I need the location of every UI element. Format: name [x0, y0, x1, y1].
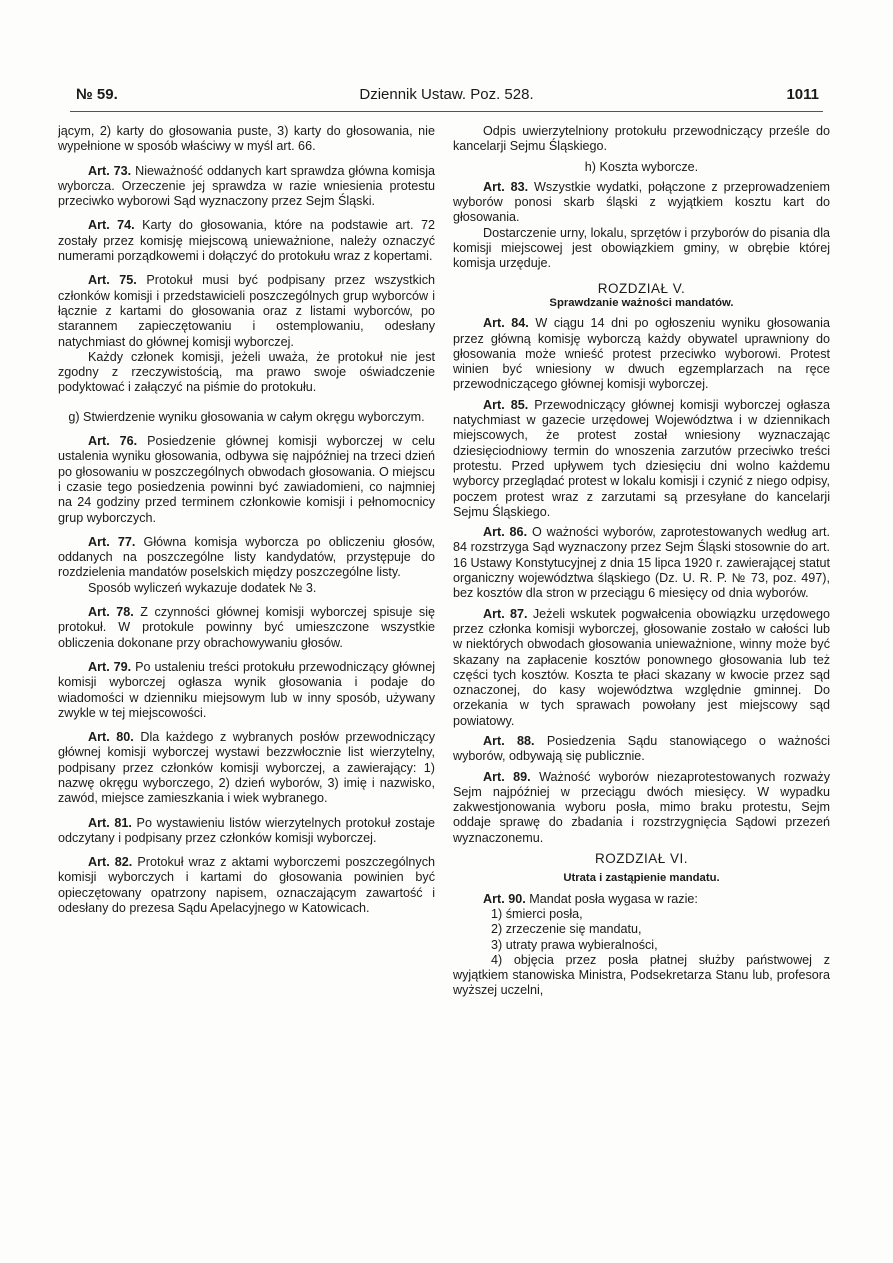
- article-label: Art. 78.: [88, 605, 134, 620]
- article-text: Przewodniczący głównej komisji wyborczej ogłasza natychmiast w gazecie urzędowej Województwa i w dziennikach miejscowych, że protest został wniesiony wyznaczając dziesięciodniowy termin do wnoszenia zarzutów przeciwko treści protestu. Przed upływem tych dziesięciu dni wolno każdemu wyborcy przeglądać protest w lokalu komisji i czynić z niego odpisy, poczem protest wraz z zarzutami są przesyłane do kancelarji Sejmu Śląskiego.: [453, 397, 830, 519]
- article-label: Art. 84.: [483, 316, 529, 331]
- article-78: [58, 605, 435, 651]
- article-label: Art. 81.: [88, 815, 132, 830]
- article-86: [453, 525, 830, 601]
- article-label: Art. 79.: [88, 659, 132, 674]
- article-text: Wszystkie wydatki, połączone z przeprowadzeniem wyborów ponosi skarb śląski z wyjątkiem kosztu kart do głosowania.: [453, 179, 830, 225]
- article-75-paragraph-2: Każdy członek komisji, jeżeli uważa, że protokuł nie jest zgodny z rzeczywistością, ma prawo swoje oświadczenie podyktować i załączyć na piśmie do protokułu.: [58, 349, 435, 395]
- article-73: [58, 164, 435, 210]
- list-item: 2) zrzeczenie się mandatu,: [491, 922, 642, 937]
- article-label: Art. 90.: [483, 891, 526, 906]
- list-item: 3) utraty prawa wybieralności,: [491, 937, 658, 952]
- article-text: Ważność wyborów niezaprotestowanych rozważy Sejm najpóźniej w przeciągu dwóch miesięcy. W wypadku zakwestjonowania wyboru posła, mimo braku protestu, Sejm oddaje sprawę do zbadania i rozstrzygnięcia Sądowi przezeń wyznaczonemu.: [453, 769, 830, 845]
- article-label: Art. 89.: [483, 769, 531, 784]
- article-83: [453, 180, 830, 226]
- article-77-paragraph-2: Sposób wyliczeń wykazuje dodatek № 3.: [88, 580, 317, 595]
- article-label: Art. 77.: [88, 534, 136, 549]
- page-number: 1011: [786, 86, 819, 103]
- article-label: Art. 85.: [483, 397, 529, 412]
- article-84: [453, 316, 830, 392]
- article-text: Po ustaleniu treści protokułu przewodniczący głównej komisji wyborczej ogłasza wynik głosowania i podaje do wiadomości w dzienniku miejsowym lub w inny sposób, używany zwykle w tej miejscowości.: [58, 659, 435, 720]
- article-text: Protokuł musi być podpisany przez wszystkich członków komisji i przedstawicieli poszczególnych grup wyborców i łącznie z kartami do głosowania oraz z listami wyborców, po starannem zapieczętowaniu i ostemplowaniu, odesłany natychmiast do głównej komisji wyborczej.: [58, 273, 435, 349]
- article-text: Nieważność oddanych kart sprawdza główna komisja wyborcza. Orzeczenie jej sprawdza w razie wniesienia protestu przeciwko wyborowi Sąd wyznaczony przez Sejm Śląski.: [58, 163, 435, 209]
- chapter-6-heading: ROZDZIAŁ VI.: [594, 851, 688, 867]
- article-text: Karty do głosowania, które na podstawie art. 72 zostały przez komisję miejscową unieważnione, należy oznaczyć numerami porządkowemi i dołączyć do protokułu wraz z kopertami.: [58, 218, 435, 264]
- article-label: Art. 86.: [483, 525, 528, 540]
- article-90-list: [453, 907, 830, 953]
- article-label: Art. 75.: [88, 273, 137, 288]
- paragraph-continuation: Odpis uwierzytelniony protokułu przewodniczący prześle do kancelarji Sejmu Śląskiego.: [453, 124, 830, 154]
- article-79: [58, 660, 435, 721]
- article-label: Art. 83.: [483, 179, 529, 194]
- section-h-heading: h) Koszta wyborcze.: [584, 159, 699, 174]
- chapter-6-title: Utrata i zastąpienie mandatu.: [563, 872, 720, 885]
- right-column: [453, 124, 830, 1184]
- paragraph-continuation: jącym, 2) karty do głosowania puste, 3) karty do głosowania, nie wypełnione w sposób właściwy w myśl art. 66.: [58, 124, 435, 154]
- article-text: Z czynności głównej komisji wyborczej spisuje się protokuł. W protokule powinny być umieszczone wszystkie obliczenia dokonane przy obrachowywaniu głosów.: [58, 605, 435, 650]
- article-label: Art. 82.: [88, 855, 133, 870]
- article-87: [453, 607, 830, 729]
- article-text: W ciągu 14 dni po ogłoszeniu wyniku głosowania przez główną komisję wyborczą każdy obywatel uprawniony do głosowania może wnieść protest przeciwko wyborowi. Protest winien być wniesiony w dwuch egzemplarzach na ręce przewodniczącego głównej komisji wyborczej.: [453, 316, 830, 392]
- article-83-paragraph-2: Dostarczenie urny, lokalu, sprzętów i przyborów do pisania dla komisji miejscowej jest obowiązkiem gminy, w obrębie której komisja urzęduje.: [453, 225, 830, 271]
- article-text: Protokuł wraz z aktami wyborczemi poszczególnych komisji wyborczych i kartami do głosowania powinien być opieczętowany opatrzony napisem, oznaczającym zawartość i odesłany do prezesa Sądu Apelacyjnego w Katowicach.: [58, 855, 435, 916]
- article-90: [453, 892, 830, 907]
- article-label: Art. 87.: [483, 606, 528, 621]
- article-text: Główna komisja wyborcza po obliczeniu głosów, oddanych na poszczególne listy kandydatów, przystępuje do rozdzielenia mandatów poselskich między poszczególne listy.: [58, 534, 435, 580]
- section-g-heading: g) Stwierdzenie wyniku głosowania w całym okręgu wyborczym.: [68, 409, 425, 424]
- article-text: Dla każdego z wybranych posłów przewodniczący głównej komisji wyborczej wystawi bezzwłocznie list wierzytelny, podpisany przez członków komisji wyborczej, a zawierający: 1) nazwę okręgu wyborczego, 2) dzień wyborów, 3) imię i nazwisko, zawód, miejsce zamieszkania i wiek wybranego.: [58, 730, 435, 806]
- article-label: Art. 74.: [88, 218, 135, 233]
- article-75: [58, 273, 435, 349]
- list-item: 1) śmierci posła,: [491, 906, 583, 921]
- article-76: [58, 434, 435, 526]
- article-label: Art. 73.: [88, 163, 132, 178]
- article-77: [58, 535, 435, 581]
- article-text: Jeżeli wskutek pogwałcenia obowiązku urzędowego przez członka komisji wyborczej, głosowanie zostało w całości lub w niektórych obwodach głosowania unieważnione, winny może być skazany na zapłacenie kosztów ponownego głosowania lub też części tych kosztów. Koszta te płaci skazany w kwocie przez sąd oznaczonej, do kasy województwa względnie gminnej. Do orzekania w tych sprawach powołany jest miejscowy sąd powiatowy.: [453, 606, 830, 728]
- article-text: O ważności wyborów, zaprotestowanych według art. 84 rozstrzyga Sąd wyznaczony przez Sejm Śląski stosownie do art. 16 Ustawy Konstytucyjnej z dnia 15 lipca 1920 r. zawierającej statut organiczny województwa śląskiego (Dz. U. R. P. № 73, poz. 497), bez kosztów dla stron w przeciągu 6 miesięcy od dnia wyborów.: [453, 525, 830, 601]
- article-text: Posiedzenia Sądu stanowiącego o ważności wyborów, odbywają się publicznie.: [453, 733, 830, 764]
- issue-number: № 59.: [76, 86, 118, 103]
- article-text: Mandat posła wygasa w razie:: [525, 891, 698, 906]
- chapter-5-title: Sprawdzanie ważności mandatów.: [549, 296, 734, 309]
- article-88: [453, 734, 830, 765]
- journal-title: Dziennik Ustaw. Poz. 528.: [359, 86, 534, 103]
- article-label: Art. 80.: [88, 730, 134, 745]
- chapter-5-heading: ROZDZIAŁ V.: [597, 280, 686, 296]
- article-80: [58, 730, 435, 806]
- article-74: [58, 218, 435, 264]
- article-81: [58, 816, 435, 847]
- left-column: [58, 124, 435, 1184]
- list-item: 4) objęcia przez posła płatnej służby państwowej z wyjątkiem stanowiska Ministra, Podsekretarza Stanu lub, profesora wyższej uczelni,: [453, 952, 830, 998]
- article-85: [453, 398, 830, 520]
- article-label: Art. 88.: [483, 733, 535, 748]
- article-82: [58, 855, 435, 916]
- article-text: Po wystawieniu listów wierzytelnych protokuł zostaje odczytany i podpisany przez członków komisji wyborczej.: [58, 815, 435, 845]
- article-89: [453, 770, 830, 846]
- article-label: Art. 76.: [88, 434, 138, 449]
- page-header: [70, 86, 823, 108]
- article-text: Posiedzenie głównej komisji wyborczej w celu ustalenia wyniku głosowania, odbywa się najpóźniej na trzeci dzień po głosowaniu w poszczególnych obwodach głosowania. O miejscu i czasie tego posiedzenia powinni być zawiadomieni, co najmniej na 24 godziny przed terminem członkowie komisji i pełnomocnicy grup wyborczych.: [58, 434, 435, 525]
- header-rule: [70, 111, 823, 112]
